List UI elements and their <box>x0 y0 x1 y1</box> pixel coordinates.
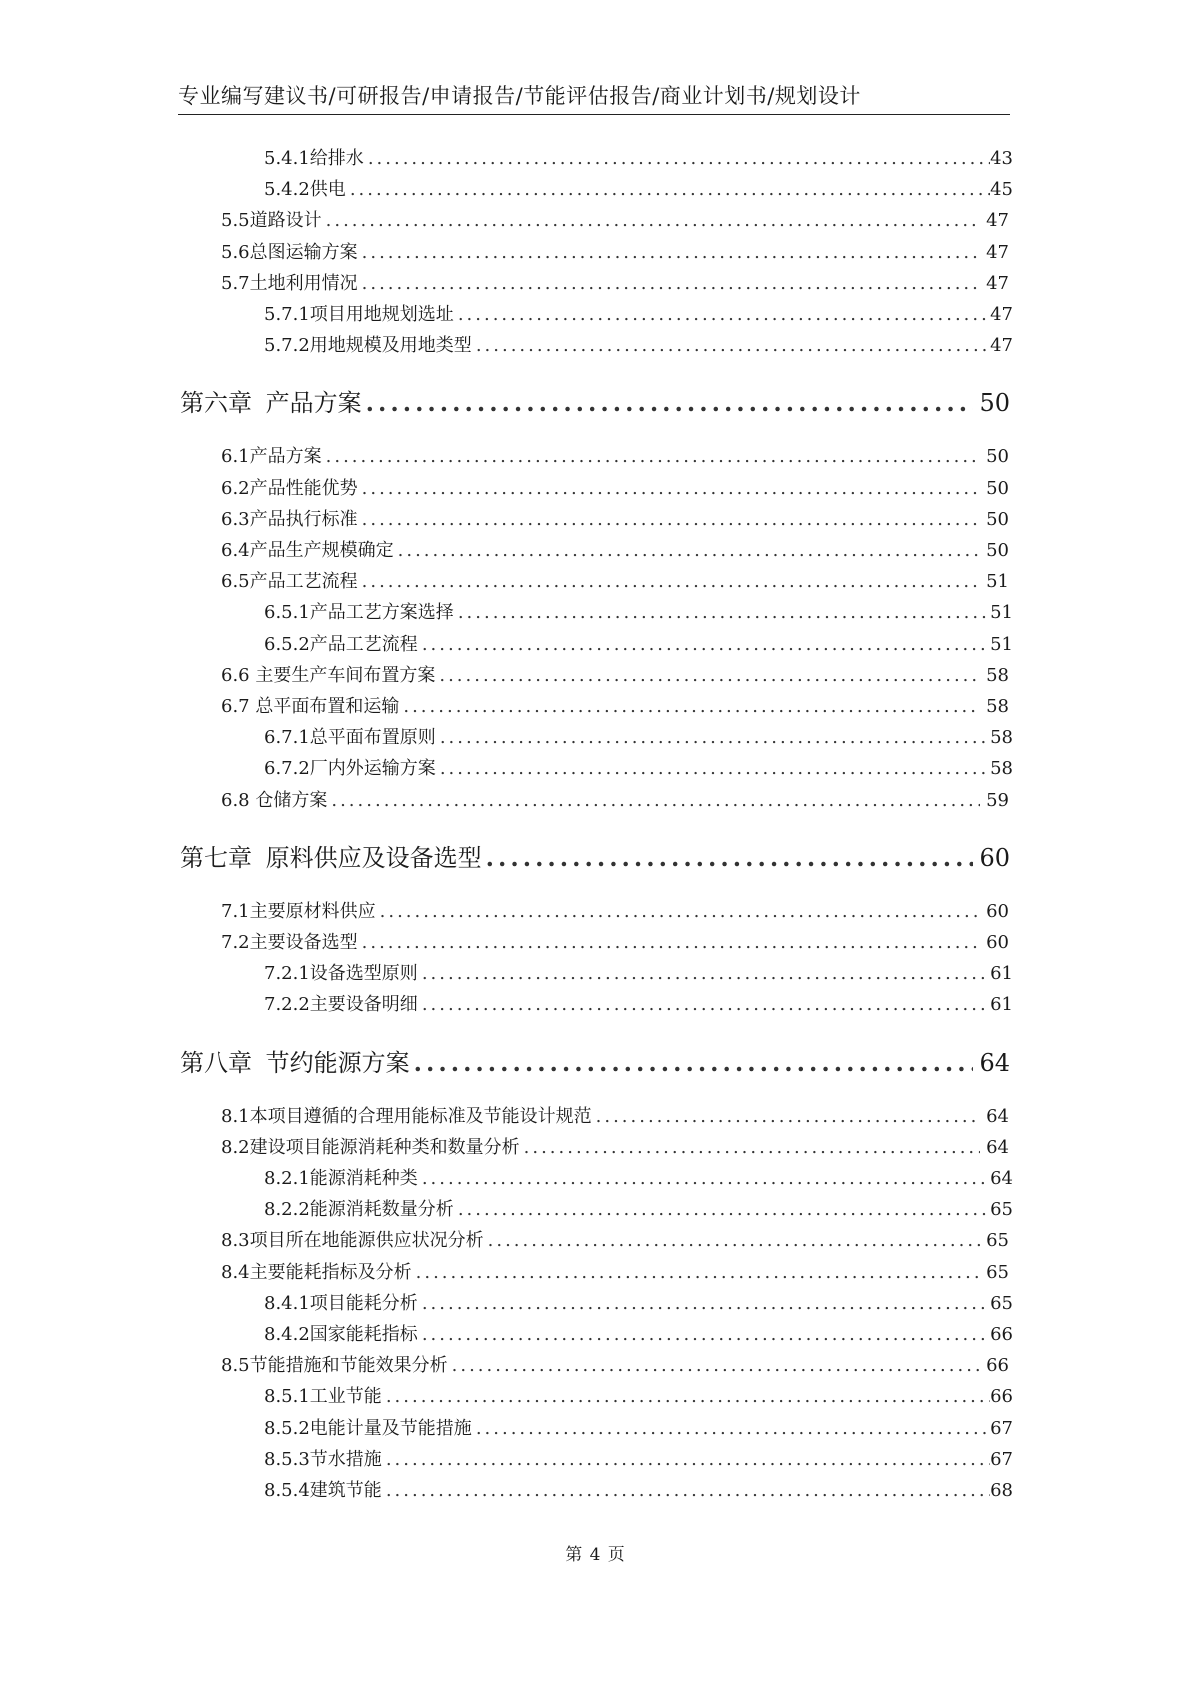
toc-subsection-entry[interactable] <box>264 333 1191 359</box>
toc-section-entry[interactable] <box>221 569 1009 595</box>
toc-entry-title: 5.5道路设计 <box>221 210 322 231</box>
toc-entry-title: 6.6 主要生产车间布置方案 <box>221 665 436 686</box>
toc-section-entry[interactable] <box>221 444 1009 470</box>
toc-section-entry[interactable] <box>221 538 1009 564</box>
toc-entry-title: 8.3项目所在地能源供应状况分析 <box>221 1230 484 1251</box>
toc-section-entry[interactable] <box>221 1135 1009 1161</box>
toc-page-number: 61 <box>990 963 1013 984</box>
toc-entry-title: 8.5.1工业节能 <box>264 1386 382 1407</box>
toc-subsection-entry[interactable] <box>264 600 1191 626</box>
toc-page-number: 65 <box>990 1199 1013 1220</box>
toc-section-entry[interactable] <box>221 663 1009 689</box>
toc-page-number: 60 <box>986 901 1009 922</box>
toc-dot-leader <box>458 302 990 328</box>
toc-dot-leader <box>452 1353 980 1379</box>
toc-section-entry[interactable] <box>221 271 1009 297</box>
toc-section-entry[interactable] <box>221 930 1009 956</box>
toc-entry-title: 8.4.1项目能耗分析 <box>264 1293 418 1314</box>
toc-page-number: 64 <box>979 1049 1010 1077</box>
toc-entry-title: 6.7.2厂内外运输方案 <box>264 758 436 779</box>
toc-entry-title: 7.2.2主要设备明细 <box>264 994 418 1015</box>
toc-dot-leader <box>458 1197 990 1223</box>
toc-dot-leader <box>524 1135 980 1161</box>
toc-entry-title: 6.5产品工艺流程 <box>221 571 358 592</box>
toc-dot-leader <box>488 1228 980 1254</box>
toc-section-entry[interactable] <box>221 208 1009 234</box>
toc-page-number: 58 <box>990 727 1013 748</box>
header-title: 专业编写建议书/可研报告/申请报告/节能评估报告/商业计划书/规划设计 <box>178 84 861 108</box>
toc-page-number: 47 <box>990 335 1013 356</box>
toc-dot-leader <box>362 930 980 956</box>
toc-page-number: 65 <box>990 1293 1013 1314</box>
toc-subsection-entry[interactable] <box>264 756 1191 782</box>
toc-entry-title: 6.7 总平面布置和运输 <box>221 696 400 717</box>
toc-subsection-entry[interactable] <box>264 632 1191 658</box>
toc-page-number: 51 <box>990 602 1013 623</box>
toc-page-number: 66 <box>986 1355 1009 1376</box>
toc-dot-leader <box>440 725 990 751</box>
toc-entry-title: 5.7.2用地规模及用地类型 <box>264 335 472 356</box>
toc-subsection-entry[interactable] <box>264 1478 1191 1504</box>
toc-dot-leader <box>422 992 990 1018</box>
toc-entry-title: 7.1主要原材料供应 <box>221 901 376 922</box>
toc-dot-leader <box>422 1322 990 1348</box>
toc-entry-title: 5.7土地利用情况 <box>221 273 358 294</box>
toc-page-number: 50 <box>986 509 1009 530</box>
toc-dot-leader <box>414 1046 974 1080</box>
toc-dot-leader <box>422 1291 990 1317</box>
toc-page-number: 50 <box>979 389 1010 417</box>
toc-entry-title: 8.5节能措施和节能效果分析 <box>221 1355 448 1376</box>
toc-dot-leader <box>362 476 980 502</box>
toc-entry-title: 6.4产品生产规模确定 <box>221 540 394 561</box>
toc-page-number: 58 <box>986 696 1009 717</box>
toc-page-number: 60 <box>979 844 1010 872</box>
toc-entry-title: 8.5.3节水措施 <box>264 1449 382 1470</box>
toc-page-number: 61 <box>990 994 1013 1015</box>
toc-subsection-entry[interactable] <box>264 725 1191 751</box>
toc-dot-leader <box>416 1260 980 1286</box>
toc-page-number: 50 <box>986 478 1009 499</box>
toc-subsection-entry[interactable] <box>264 961 1191 987</box>
toc-page-number: 47 <box>986 242 1009 263</box>
toc-subsection-entry[interactable] <box>264 1416 1191 1442</box>
toc-chapter-entry[interactable] <box>180 841 1010 875</box>
toc-dot-leader <box>422 961 990 987</box>
toc-dot-leader <box>326 208 980 234</box>
toc-entry-title: 8.5.4建筑节能 <box>264 1480 382 1501</box>
toc-dot-leader <box>486 841 974 875</box>
toc-entry-title: 第六章 产品方案 <box>180 389 362 417</box>
toc-page-number: 45 <box>990 179 1013 200</box>
toc-subsection-entry[interactable] <box>264 1166 1191 1192</box>
toc-entry-title: 第七章 原料供应及设备选型 <box>180 844 482 872</box>
toc-section-entry[interactable] <box>221 240 1009 266</box>
toc-page-number: 60 <box>986 932 1009 953</box>
toc-dot-leader <box>403 694 980 720</box>
toc-dot-leader <box>362 271 980 297</box>
toc-dot-leader <box>326 444 980 470</box>
toc-page-number: 65 <box>986 1262 1009 1283</box>
toc-section-entry[interactable] <box>221 476 1009 502</box>
toc-page-number: 59 <box>986 790 1009 811</box>
toc-page-number: 47 <box>986 210 1009 231</box>
toc-dot-leader <box>398 538 980 564</box>
toc-dot-leader <box>476 1416 990 1442</box>
toc-dot-leader <box>362 569 980 595</box>
toc-dot-leader <box>368 146 990 172</box>
toc-dot-leader <box>386 1478 990 1504</box>
toc-dot-leader <box>458 600 990 626</box>
toc-page-number: 50 <box>986 540 1009 561</box>
toc-entry-title: 6.7.1总平面布置原则 <box>264 727 436 748</box>
toc-entry-title: 7.2主要设备选型 <box>221 932 358 953</box>
toc-page-number: 68 <box>990 1480 1013 1501</box>
toc-dot-leader <box>386 1447 990 1473</box>
toc-entry-title: 8.2.1能源消耗种类 <box>264 1168 418 1189</box>
toc-page-number: 64 <box>986 1106 1009 1127</box>
toc-page-number: 58 <box>990 758 1013 779</box>
toc-dot-leader <box>440 756 990 782</box>
toc-page-number: 65 <box>986 1230 1009 1251</box>
toc-page-number: 66 <box>990 1324 1013 1345</box>
toc-dot-leader <box>386 1384 990 1410</box>
toc-entry-title: 5.6总图运输方案 <box>221 242 358 263</box>
toc-dot-leader <box>350 177 990 203</box>
toc-subsection-entry[interactable] <box>264 1291 1191 1317</box>
toc-entry-title: 8.2建设项目能源消耗种类和数量分析 <box>221 1137 520 1158</box>
toc-entry-title: 8.1本项目遵循的合理用能标准及节能设计规范 <box>221 1106 592 1127</box>
toc-entry-title: 6.1产品方案 <box>221 446 322 467</box>
toc-dot-leader <box>362 507 980 533</box>
toc-page-number: 66 <box>990 1386 1013 1407</box>
toc-entry-title: 8.4主要能耗指标及分析 <box>221 1262 412 1283</box>
toc-subsection-entry[interactable] <box>264 992 1191 1018</box>
toc-section-entry[interactable] <box>221 1260 1009 1286</box>
toc-subsection-entry[interactable] <box>264 302 1191 328</box>
toc-subsection-entry[interactable] <box>264 177 1191 203</box>
toc-subsection-entry[interactable] <box>264 1447 1191 1473</box>
toc-entry-title: 6.5.2产品工艺流程 <box>264 634 418 655</box>
toc-page-number: 64 <box>986 1137 1009 1158</box>
toc-section-entry[interactable] <box>221 899 1009 925</box>
toc-entry-title: 8.4.2国家能耗指标 <box>264 1324 418 1345</box>
toc-subsection-entry[interactable] <box>264 146 1191 172</box>
toc-dot-leader <box>331 788 980 814</box>
toc-entry-title: 6.8 仓储方案 <box>221 790 328 811</box>
toc-page-number: 64 <box>990 1168 1013 1189</box>
document-header <box>178 82 1010 115</box>
toc-entry-title: 6.2产品性能优势 <box>221 478 358 499</box>
toc-dot-leader <box>366 386 974 420</box>
toc-page-number: 47 <box>990 304 1013 325</box>
toc-page-number: 58 <box>986 665 1009 686</box>
toc-entry-title: 8.5.2电能计量及节能措施 <box>264 1418 472 1439</box>
toc-chapter-entry[interactable] <box>180 386 1010 420</box>
toc-dot-leader <box>362 240 980 266</box>
toc-section-entry[interactable] <box>221 788 1009 814</box>
toc-section-entry[interactable] <box>221 1104 1009 1130</box>
toc-page-number: 50 <box>986 446 1009 467</box>
toc-dot-leader <box>380 899 980 925</box>
toc-page-number: 47 <box>986 273 1009 294</box>
toc-dot-leader <box>422 1166 990 1192</box>
toc-subsection-entry[interactable] <box>264 1197 1191 1223</box>
toc-subsection-entry[interactable] <box>264 1384 1191 1410</box>
toc-page-number: 51 <box>986 571 1009 592</box>
toc-dot-leader <box>596 1104 980 1130</box>
toc-page-number: 51 <box>990 634 1013 655</box>
toc-entry-title: 5.7.1项目用地规划选址 <box>264 304 454 325</box>
toc-dot-leader <box>439 663 980 689</box>
toc-chapter-entry[interactable] <box>180 1046 1010 1080</box>
toc-section-entry[interactable] <box>221 694 1009 720</box>
toc-section-entry[interactable] <box>221 1228 1009 1254</box>
toc-entry-title: 5.4.2供电 <box>264 179 346 200</box>
toc-section-entry[interactable] <box>221 507 1009 533</box>
toc-dot-leader <box>422 632 990 658</box>
toc-entry-title: 8.2.2能源消耗数量分析 <box>264 1199 454 1220</box>
toc-entry-title: 5.4.1给排水 <box>264 148 364 169</box>
toc-page-number: 67 <box>990 1449 1013 1470</box>
toc-subsection-entry[interactable] <box>264 1322 1191 1348</box>
toc-entry-title: 6.5.1产品工艺方案选择 <box>264 602 454 623</box>
page-number: 第 4 页 <box>565 1545 626 1565</box>
toc-section-entry[interactable] <box>221 1353 1009 1379</box>
toc-page-number: 43 <box>990 148 1013 169</box>
toc-page-number: 67 <box>990 1418 1013 1439</box>
toc-entry-title: 6.3产品执行标准 <box>221 509 358 530</box>
toc-dot-leader <box>476 333 990 359</box>
toc-entry-title: 第八章 节约能源方案 <box>180 1049 410 1077</box>
toc-entry-title: 7.2.1设备选型原则 <box>264 963 418 984</box>
